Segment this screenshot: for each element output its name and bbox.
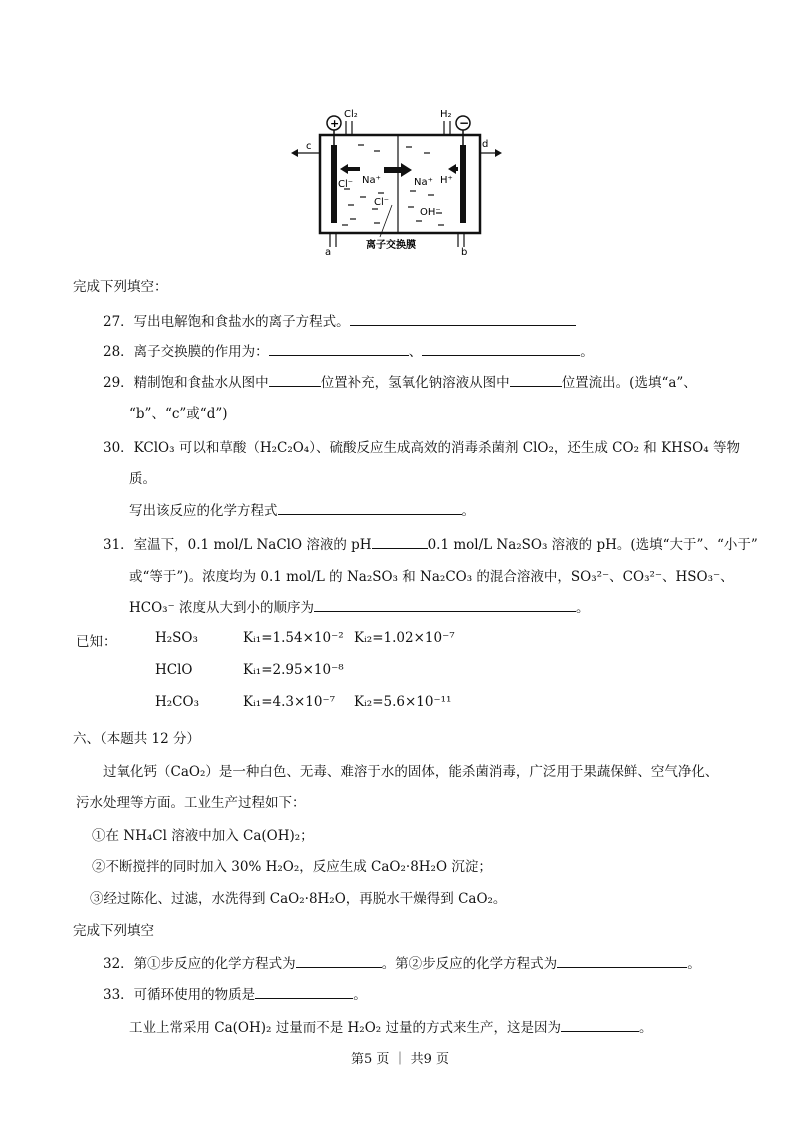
question-31-cont: 或“等于”)。浓度均为 0.1 mol/L 的 Na₂SO₃ 和 Na₂CO₃ 的混合溶液中，SO₃²⁻、CO₃²⁻、HSO₃⁻、 <box>129 569 734 585</box>
answer-blank-29a[interactable] <box>269 372 321 387</box>
ion-na-right: Na⁺ <box>414 177 433 188</box>
known-k1-1: Kᵢ₁=2.95×10⁻⁸ <box>243 662 344 678</box>
label-a: a <box>325 247 332 257</box>
plus-sign: + <box>330 117 340 130</box>
minus-sign: − <box>459 116 470 130</box>
answer-blank-33a[interactable] <box>255 984 353 999</box>
ion-cl-left: Cl⁻ <box>338 179 354 190</box>
membrane-label: 离子交换膜 <box>366 240 416 251</box>
question-30: 30．KClO₃ 可以和草酸（H₂C₂O₄）、硫酸反应生成高效的消毒杀菌剂 ClO₂，还生成 CO₂ 和 KHSO₄ 等物 <box>103 440 740 456</box>
electrolysis-cell-diagram <box>288 105 503 257</box>
label-b: b <box>461 247 468 257</box>
question-30-cont: 质。 <box>129 471 156 487</box>
step-2: ②不断搅拌的同时加入 30% H₂O₂，反应生成 CaO₂·8H₂O 沉淀； <box>92 859 492 875</box>
label-d: d <box>482 139 489 150</box>
fill-intro-6: 完成下列填空 <box>73 923 154 939</box>
label-c: c <box>306 141 312 152</box>
question-32: 32．第①步反应的化学方程式为 。第②步反应的化学方程式为 。 <box>103 952 701 972</box>
outlet-d-arrow-icon <box>495 149 502 157</box>
cathode-electrode <box>460 145 466 223</box>
h-migration-arrow-icon <box>448 164 458 174</box>
answer-blank-33b[interactable] <box>561 1017 639 1032</box>
answer-blank-30[interactable] <box>278 500 462 515</box>
ion-h: H⁺ <box>440 175 453 186</box>
anode-electrode <box>331 145 337 223</box>
answer-blank-31a[interactable] <box>372 534 428 549</box>
question-31: 31．室温下，0.1 mol/L NaClO 溶液的 pH 0.1 mol/L Na₂SO₃ 溶液的 pH。(选填“大于”、“小于” <box>103 533 758 553</box>
fill-intro-5: 完成下列填空： <box>73 279 168 295</box>
answer-blank-27[interactable] <box>350 311 576 326</box>
cl-migration-arrow-icon <box>340 164 360 174</box>
section-6-intro: 过氧化钙（CaO₂）是一种白色、无毒、难溶于水的固体，能杀菌消毒，广泛用于果蔬保鲜、空气净化、 <box>103 764 719 780</box>
question-29: 29．精制饱和食盐水从图中 位置补充，氢氧化钠溶液从图中 位置流出。(选填“a”、 <box>103 371 697 391</box>
outlet-c-arrow-icon <box>291 149 298 157</box>
known-label: 已知： <box>76 634 117 650</box>
question-30-equation: 写出该反应的化学方程式 。 <box>129 499 475 519</box>
answer-blank-32b[interactable] <box>557 953 687 968</box>
question-29-options: “b”、“c”或“d”) <box>129 406 228 422</box>
ion-na-left: Na⁺ <box>362 175 381 186</box>
ion-oh: OH⁻ <box>420 207 441 218</box>
ion-cl-mid: Cl⁻ <box>374 197 390 208</box>
question-33-reason: 工业上常采用 Ca(OH)₂ 过量而不是 H₂O₂ 过量的方式来生产，这是因为 。 <box>129 1016 653 1036</box>
known-k1-0: Kᵢ₁=1.54×10⁻² <box>243 630 344 646</box>
question-33: 33．可循环使用的物质是 。 <box>103 983 367 1003</box>
known-k2-2: Kᵢ₂=5.6×10⁻¹¹ <box>354 694 452 710</box>
cl2-label: Cl₂ <box>344 109 358 120</box>
step-1: ①在 NH₄Cl 溶液中加入 Ca(OH)₂； <box>92 828 314 844</box>
answer-blank-32a[interactable] <box>296 953 382 968</box>
page-footer: 第5 页 ｜ 共9 页 <box>350 1052 450 1067</box>
known-k2-0: Kᵢ₂=1.02×10⁻⁷ <box>354 630 455 646</box>
section-6-heading: 六、（本题共 12 分） <box>73 731 201 747</box>
question-28: 28．离子交换膜的作用为： 、 。 <box>103 340 594 360</box>
answer-blank-28a[interactable] <box>269 341 409 356</box>
known-k1-2: Kᵢ₁=4.3×10⁻⁷ <box>243 694 336 710</box>
known-acid-2: H₂CO₃ <box>155 694 199 710</box>
known-acid-1: HClO <box>155 662 193 678</box>
answer-blank-29b[interactable] <box>510 372 562 387</box>
section-6-intro-cont: 污水处理等方面。工业生产过程如下： <box>76 795 306 811</box>
question-27: 27．写出电解饱和食盐水的离子方程式。 <box>103 310 576 330</box>
question-31-order: HCO₃⁻ 浓度从大到小的顺序为 。 <box>129 596 590 616</box>
answer-blank-31b[interactable] <box>314 597 576 612</box>
answer-blank-28b[interactable] <box>422 341 580 356</box>
step-3: ③经过陈化、过滤，水洗得到 CaO₂·8H₂O，再脱水干燥得到 CaO₂。 <box>90 891 507 907</box>
known-acid-0: H₂SO₃ <box>155 630 198 646</box>
h2-label: H₂ <box>440 109 452 120</box>
